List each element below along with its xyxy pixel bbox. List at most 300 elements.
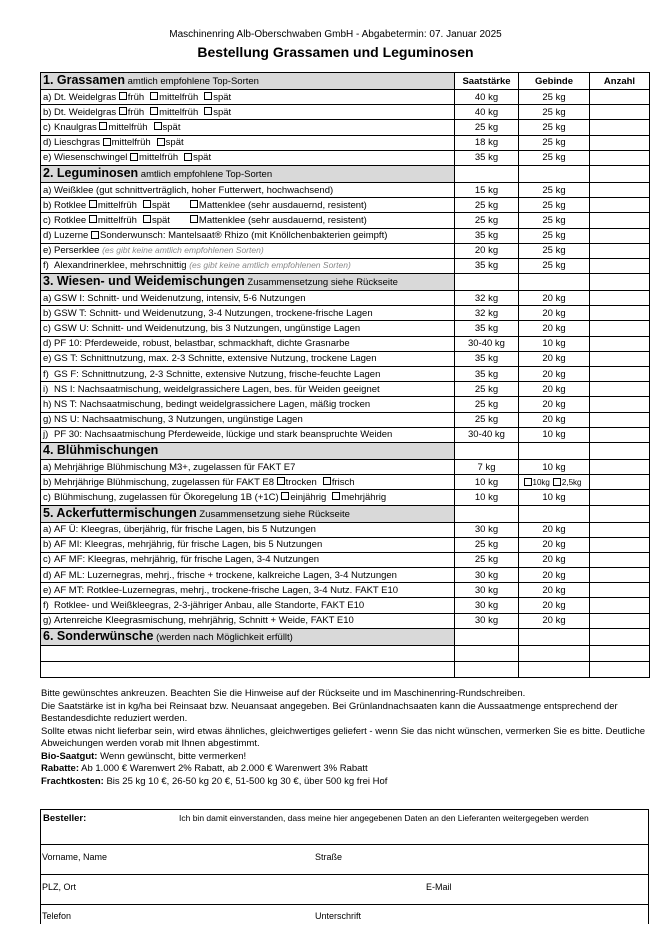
item-letter: a)	[43, 91, 52, 103]
option[interactable]	[103, 137, 151, 148]
item-cell	[41, 336, 455, 351]
section-note: amtlich empfohlene Top-Sorten	[127, 76, 259, 87]
anzahl-input[interactable]	[590, 427, 650, 442]
item-letter: d)	[43, 569, 52, 581]
gebinde-value: 25 kg	[519, 105, 590, 120]
option[interactable]	[524, 478, 550, 487]
saatstaerke-value: 32 kg	[455, 306, 519, 321]
anzahl-input[interactable]	[590, 336, 650, 351]
item-name: Weißklee (gut schnittverträglich, hoher Futterwert, hochwachsend)	[54, 184, 334, 196]
checkbox[interactable]	[143, 215, 151, 223]
anzahl-input[interactable]	[590, 351, 650, 366]
option[interactable]	[277, 477, 317, 488]
item-cell	[41, 475, 455, 490]
saatstaerke-value: 30 kg	[455, 583, 519, 598]
option-label: mittelfrüh	[111, 137, 151, 149]
empty-cell[interactable]	[519, 645, 590, 661]
saatstaerke-value: 25 kg	[455, 198, 519, 213]
saatstaerke-value: 25 kg	[455, 537, 519, 552]
item-cell	[41, 258, 455, 273]
gebinde-value: 25 kg	[519, 90, 590, 105]
option[interactable]	[553, 478, 582, 487]
option[interactable]	[89, 215, 137, 226]
anzahl-input[interactable]	[590, 291, 650, 306]
checkbox[interactable]	[89, 200, 97, 208]
checkbox[interactable]	[130, 153, 138, 161]
option[interactable]	[190, 215, 367, 226]
checkbox[interactable]	[524, 478, 532, 486]
page-title: Bestellung Grassamen und Leguminosen	[197, 44, 474, 60]
item-cell	[41, 537, 455, 552]
item-name: Rotklee- und Weißkleegras, 2-3-jähriger Anbau, alle Standorte, FAKT E10	[54, 600, 365, 612]
item-cell	[41, 382, 455, 397]
section-title	[41, 274, 455, 291]
table-row	[41, 613, 650, 628]
table-row	[41, 537, 650, 552]
checkbox[interactable]	[332, 492, 340, 500]
option[interactable]	[99, 122, 147, 133]
section-note: Zusammensetzung siehe Rückseite	[199, 508, 350, 520]
anzahl-input[interactable]	[590, 412, 650, 427]
section-title	[41, 628, 455, 645]
table-row	[41, 198, 650, 213]
item-cell	[41, 321, 455, 336]
option[interactable]	[154, 122, 181, 133]
anzahl-input[interactable]	[590, 459, 650, 474]
table-row	[41, 490, 650, 505]
option[interactable]	[157, 137, 184, 148]
item-name: AF Ü: Kleegras, überjährig, für frische Lagen, bis 5 Nutzungen	[54, 524, 316, 536]
option-label: mehrjährig	[341, 491, 387, 503]
anzahl-input[interactable]	[590, 228, 650, 243]
saatstaerke-value: 35 kg	[455, 228, 519, 243]
email-label: E-Mail	[426, 882, 452, 892]
rabatt-text: Ab 1.000 € Warenwert 2% Rabatt, ab 2.000 € Warenwert 3% Rabatt	[79, 763, 368, 774]
item-letter: j)	[43, 429, 49, 441]
gebinde-value: 10 kg	[519, 336, 590, 351]
item-cell	[41, 583, 455, 598]
item-letter: d)	[43, 137, 52, 149]
checkbox[interactable]	[277, 477, 285, 485]
item-name: Rotklee	[54, 199, 87, 211]
table-row	[41, 258, 650, 273]
saatstaerke-value: 25 kg	[455, 120, 519, 135]
anzahl-input[interactable]	[590, 397, 650, 412]
checkbox[interactable]	[150, 92, 158, 100]
item-cell	[41, 552, 455, 567]
gebinde-value: 20 kg	[519, 306, 590, 321]
gebinde-value: 25 kg	[519, 150, 590, 165]
table-row	[41, 182, 650, 197]
gebinde-value: 20 kg	[519, 321, 590, 336]
option-label: trocken	[285, 476, 317, 488]
anzahl-input[interactable]	[590, 213, 650, 228]
item-name: AF ML: Luzernegras, mehrj., frische + trockene, kalkreiche Lagen, 3-4 Nutzungen	[54, 569, 397, 581]
option-label: spät	[162, 121, 181, 133]
gebinde-value: 25 kg	[519, 213, 590, 228]
gebinde-value: 20 kg	[519, 598, 590, 613]
anzahl-input[interactable]	[590, 613, 650, 628]
item-cell	[41, 351, 455, 366]
item-cell	[41, 213, 455, 228]
item-cell	[41, 459, 455, 474]
col-saatstaerke: Saatstärke	[455, 73, 519, 90]
plz-line[interactable]	[41, 904, 648, 905]
empty-cell[interactable]	[455, 645, 519, 661]
checkbox[interactable]	[150, 107, 158, 115]
section-title-text: 3. Wiesen- und Weidemischungen	[43, 274, 245, 289]
checkbox[interactable]	[154, 122, 162, 130]
item-letter: c)	[43, 214, 51, 226]
option[interactable]	[119, 107, 144, 118]
saatstaerke-value: 15 kg	[455, 182, 519, 197]
anzahl-input[interactable]	[590, 475, 650, 490]
checkbox[interactable]	[204, 92, 212, 100]
gebinde-value: 25 kg	[519, 120, 590, 135]
option[interactable]	[281, 492, 326, 503]
saatstaerke-value: 40 kg	[455, 90, 519, 105]
empty-cell[interactable]	[590, 661, 650, 677]
item-name: GSW T: Schnitt- und Weidenutzung, 3-4 Nutzungen, trockene-frische Lagen	[54, 307, 373, 319]
option-label: Mattenklee (sehr ausdauernd, resistent)	[198, 214, 367, 226]
note-2: Die Saatstärke ist in kg/ha bei Reinsaat bzw. Neuansaat angegeben. Bei Grünlandnachsaaten kann die Aussaatmenge entsprechend der Bestandesdichte reduziert werden.	[41, 700, 618, 724]
item-letter: a)	[43, 461, 52, 473]
saatstaerke-value: 35 kg	[455, 150, 519, 165]
saatstaerke-value: 30-40 kg	[455, 427, 519, 442]
saatstaerke-value: 35 kg	[455, 258, 519, 273]
table-row	[41, 397, 650, 412]
anzahl-input[interactable]	[590, 367, 650, 382]
item-letter: c)	[43, 323, 51, 335]
item-cell	[41, 306, 455, 321]
section-title-text: 6. Sonderwünsche	[43, 628, 154, 643]
item-letter: b)	[43, 199, 52, 211]
option-label: früh	[127, 91, 145, 103]
item-name: Lieschgras	[54, 137, 100, 149]
table-row	[41, 412, 650, 427]
item-name: AF MI: Kleegras, mehrjährig, für frische Lagen, bis 5 Nutzungen	[54, 539, 323, 551]
option-label: 2,5kg	[561, 477, 582, 487]
gebinde-value: 20 kg	[519, 522, 590, 537]
telefon-label: Telefon	[42, 911, 72, 921]
section-title-text: 4. Blühmischungen	[43, 442, 159, 457]
checkbox[interactable]	[281, 492, 289, 500]
item-letter: b)	[43, 539, 52, 551]
vorname-label: Vorname, Name	[42, 852, 108, 862]
item-name: AF MT: Rotklee-Luzernegras, mehrj., trockene-frische Lagen, 3-4 Nutz. FAKT E10	[54, 584, 399, 596]
option[interactable]	[190, 200, 367, 211]
item-cell	[41, 228, 455, 243]
option-label: spät	[151, 199, 170, 211]
item-name: GSW U: Schnitt- und Weidenutzung, bis 3 Nutzungen, ungünstige Lagen	[54, 323, 361, 335]
anzahl-input[interactable]	[590, 537, 650, 552]
table-row	[41, 105, 650, 120]
section-header	[41, 505, 650, 522]
item-hint: (es gibt keine amtlich empfohlenen Sorten)	[189, 260, 351, 271]
order-table	[40, 72, 650, 678]
section-title-text: 5. Ackerfuttermischungen	[43, 505, 197, 520]
anzahl-input[interactable]	[590, 522, 650, 537]
option-label: spät	[151, 214, 170, 226]
item-letter: f)	[43, 260, 49, 272]
saatstaerke-value: 10 kg	[455, 475, 519, 490]
table-row	[41, 306, 650, 321]
table-row	[41, 583, 650, 598]
option-label: mittelfrüh	[97, 199, 137, 211]
gebinde-value: 20 kg	[519, 568, 590, 583]
item-name: Blühmischung, zugelassen für Ökoregelung 1B (+1C)	[54, 491, 279, 503]
item-name: Luzerne	[54, 230, 89, 242]
saatstaerke-value: 40 kg	[455, 105, 519, 120]
checkbox[interactable]	[190, 200, 198, 208]
option-label: einjährig	[290, 491, 327, 503]
section-note: amtlich empfohlene Top-Sorten	[140, 168, 273, 180]
item-letter: e)	[43, 245, 52, 257]
option[interactable]	[119, 92, 144, 103]
besteller-line[interactable]	[41, 844, 648, 845]
item-name: Wiesenschwingel	[54, 152, 128, 164]
item-cell	[41, 243, 455, 258]
saatstaerke-value: 7 kg	[455, 459, 519, 474]
option[interactable]	[143, 200, 170, 211]
gebinde-value: 25 kg	[519, 135, 590, 150]
gebinde-value: 10 kg	[519, 490, 590, 505]
gebinde-value: 20 kg	[519, 552, 590, 567]
item-cell	[41, 105, 455, 120]
anzahl-input[interactable]	[590, 243, 650, 258]
option[interactable]	[184, 152, 211, 163]
option[interactable]	[332, 492, 386, 503]
item-letter: f)	[43, 600, 49, 612]
item-name: NS I: Nachsaatmischung, weidelgrassichere Lagen, bes. für Weiden geeignet	[54, 383, 380, 395]
option-label: frisch	[331, 476, 355, 488]
section-title	[41, 73, 455, 90]
option-label: früh	[127, 106, 145, 118]
notes	[41, 688, 651, 788]
name-line[interactable]	[41, 874, 648, 875]
empty-cell[interactable]	[41, 661, 455, 677]
table-row	[41, 336, 650, 351]
checkbox[interactable]	[190, 215, 198, 223]
saatstaerke-value: 35 kg	[455, 367, 519, 382]
checkbox[interactable]	[184, 153, 192, 161]
item-hint: (es gibt keine amtlich empfohlenen Sorten)	[102, 245, 264, 256]
item-name: GS T: Schnittnutzung, max. 2-3 Schnitte, extensive Nutzung, trockene Lagen	[54, 353, 377, 365]
col-gebinde: Gebinde	[519, 73, 590, 90]
item-letter: c)	[43, 554, 51, 566]
saatstaerke-value: 10 kg	[455, 490, 519, 505]
item-name: Knaulgras	[54, 121, 97, 133]
item-name: NS T: Nachsaatmischung, bedingt weidelgrassichere Lagen, mäßig trocken	[54, 398, 371, 410]
anzahl-input[interactable]	[590, 182, 650, 197]
table-row	[41, 135, 650, 150]
item-name: Alexandrinerklee, mehrschnittig	[54, 260, 187, 272]
checkbox[interactable]	[204, 107, 212, 115]
item-name: Dt. Weidelgras	[54, 91, 117, 103]
option[interactable]	[89, 200, 137, 211]
item-name: PF 30: Nachsaatmischung Pferdeweide, lückige und stark beanspruchte Weiden	[54, 429, 393, 441]
item-name: Artenreiche Kleegrasmischung, mehrjährig, Schnitt + Weide, FAKT E10	[54, 615, 354, 627]
consent-text: Ich bin damit einverstanden, dass meine hier angegebenen Daten an den Lieferanten weitergegeben werden	[179, 813, 589, 823]
saatstaerke-value: 35 kg	[455, 321, 519, 336]
item-name: PF 10: Pferdeweide, robust, belastbar, schmackhaft, dichte Grasnarbe	[54, 338, 350, 350]
checkbox[interactable]	[119, 92, 127, 100]
item-name: GS F: Schnittnutzung, 2-3 Schnitte, extensive Nutzung, frische-feuchte Lagen	[54, 368, 381, 380]
item-letter: i)	[43, 383, 49, 395]
empty-row[interactable]	[41, 661, 650, 677]
option[interactable]	[130, 152, 178, 163]
item-name: Rotklee	[54, 214, 87, 226]
bio-text: Wenn gewünscht, bitte vermerken!	[97, 750, 247, 762]
saatstaerke-value: 25 kg	[455, 552, 519, 567]
option[interactable]	[323, 477, 355, 488]
checkbox[interactable]	[323, 477, 331, 485]
option-label: spät	[213, 106, 232, 118]
empty-cell[interactable]	[41, 645, 455, 661]
bio-note	[41, 751, 651, 764]
anzahl-input[interactable]	[590, 552, 650, 567]
item-name: Mehrjährige Blühmischung M3+, zugelassen für FAKT E7	[54, 461, 296, 473]
item-cell	[41, 613, 455, 628]
checkbox[interactable]	[553, 478, 561, 486]
item-name: Mehrjährige Blühmischung, zugelassen für FAKT E8	[54, 476, 275, 488]
note-3: Sollte etwas nicht lieferbar sein, wird etwas ähnliches, gleichwertiges geliefert - wenn Sie das nicht wünschen, vermerken Sie es bitte. Deutliche Abweichungen werden vorab mit Ihnen abgestimmt.	[41, 725, 646, 749]
rabatt-note	[41, 763, 651, 776]
table-row	[41, 522, 650, 537]
empty-row[interactable]	[41, 645, 650, 661]
empty-cell[interactable]	[519, 661, 590, 677]
option-label: spät	[165, 137, 184, 149]
table-row	[41, 427, 650, 442]
strasse-label: Straße	[315, 852, 343, 862]
unterschrift-label: Unterschrift	[315, 911, 362, 921]
table-row	[41, 382, 650, 397]
empty-cell[interactable]	[590, 645, 650, 661]
anzahl-input[interactable]	[590, 90, 650, 105]
option[interactable]	[91, 230, 387, 241]
gebinde-value: 20 kg	[519, 291, 590, 306]
checkbox[interactable]	[99, 122, 107, 130]
item-cell	[41, 291, 455, 306]
option[interactable]	[204, 92, 231, 103]
saatstaerke-value: 25 kg	[455, 382, 519, 397]
section-title	[41, 442, 455, 459]
gebinde-value: 25 kg	[519, 228, 590, 243]
table-row	[41, 459, 650, 474]
anzahl-input[interactable]	[590, 105, 650, 120]
item-cell	[41, 397, 455, 412]
besteller-label: Besteller:	[43, 813, 87, 824]
item-name: Dt. Weidelgras	[54, 106, 117, 118]
option[interactable]	[143, 215, 170, 226]
saatstaerke-value: 25 kg	[455, 213, 519, 228]
option-label: Sonderwunsch: Mantelsaat® Rhizo (mit Knöllchenbakterien geimpft)	[99, 230, 388, 242]
anzahl-input[interactable]	[590, 583, 650, 598]
saatstaerke-value: 30-40 kg	[455, 336, 519, 351]
option-label: spät	[213, 91, 232, 103]
item-letter: c)	[43, 491, 51, 503]
checkbox[interactable]	[103, 138, 111, 146]
option[interactable]	[204, 107, 231, 118]
item-cell	[41, 90, 455, 105]
anzahl-input[interactable]	[590, 382, 650, 397]
section-header	[41, 73, 650, 90]
saatstaerke-value: 32 kg	[455, 291, 519, 306]
anzahl-input[interactable]	[590, 198, 650, 213]
option-label: spät	[193, 152, 212, 164]
item-cell	[41, 568, 455, 583]
anzahl-input[interactable]	[590, 306, 650, 321]
section-header	[41, 274, 650, 291]
anzahl-input[interactable]	[590, 490, 650, 505]
anzahl-input[interactable]	[590, 568, 650, 583]
gebinde-value: 20 kg	[519, 367, 590, 382]
item-letter: b)	[43, 476, 52, 488]
gebinde-value: 20 kg	[519, 613, 590, 628]
item-cell	[41, 412, 455, 427]
table-row	[41, 568, 650, 583]
anzahl-input[interactable]	[590, 120, 650, 135]
item-cell	[41, 490, 455, 505]
checkbox[interactable]	[89, 215, 97, 223]
table-row	[41, 475, 650, 490]
item-cell	[41, 427, 455, 442]
item-letter: h)	[43, 398, 52, 410]
item-cell	[41, 182, 455, 197]
option-label: mittelfrüh	[139, 152, 179, 164]
item-letter: b)	[43, 307, 52, 319]
item-letter: g)	[43, 414, 52, 426]
saatstaerke-value: 25 kg	[455, 397, 519, 412]
table-row	[41, 351, 650, 366]
section-note: (werden nach Möglichkeit erfüllt)	[156, 631, 293, 643]
saatstaerke-value: 18 kg	[455, 135, 519, 150]
empty-cell[interactable]	[455, 661, 519, 677]
option[interactable]	[150, 107, 198, 118]
gebinde-value: 20 kg	[519, 382, 590, 397]
checkbox[interactable]	[119, 107, 127, 115]
option[interactable]	[150, 92, 198, 103]
table-row	[41, 228, 650, 243]
anzahl-input[interactable]	[590, 150, 650, 165]
plz-label: PLZ, Ort	[42, 882, 77, 892]
org-line: Maschinenring Alb-Oberschwaben GmbH - Abgabetermin: 07. Januar 2025	[169, 29, 502, 40]
saatstaerke-value: 30 kg	[455, 522, 519, 537]
item-letter: a)	[43, 292, 52, 304]
anzahl-input[interactable]	[590, 598, 650, 613]
saatstaerke-value: 30 kg	[455, 568, 519, 583]
section-header	[41, 628, 650, 645]
table-row	[41, 120, 650, 135]
checkbox[interactable]	[91, 231, 99, 239]
gebinde-value: 20 kg	[519, 412, 590, 427]
table-row	[41, 90, 650, 105]
gebinde-value: 25 kg	[519, 243, 590, 258]
fracht-note	[41, 776, 651, 789]
option-label: mittelfrüh	[97, 214, 137, 226]
checkbox[interactable]	[157, 138, 165, 146]
item-cell	[41, 135, 455, 150]
anzahl-input[interactable]	[590, 135, 650, 150]
anzahl-input[interactable]	[590, 258, 650, 273]
item-cell	[41, 150, 455, 165]
gebinde-value: 20 kg	[519, 537, 590, 552]
checkbox[interactable]	[143, 200, 151, 208]
anzahl-input[interactable]	[590, 321, 650, 336]
customer-form	[40, 809, 649, 924]
gebinde-value: 10 kg	[519, 427, 590, 442]
saatstaerke-value: 30 kg	[455, 613, 519, 628]
